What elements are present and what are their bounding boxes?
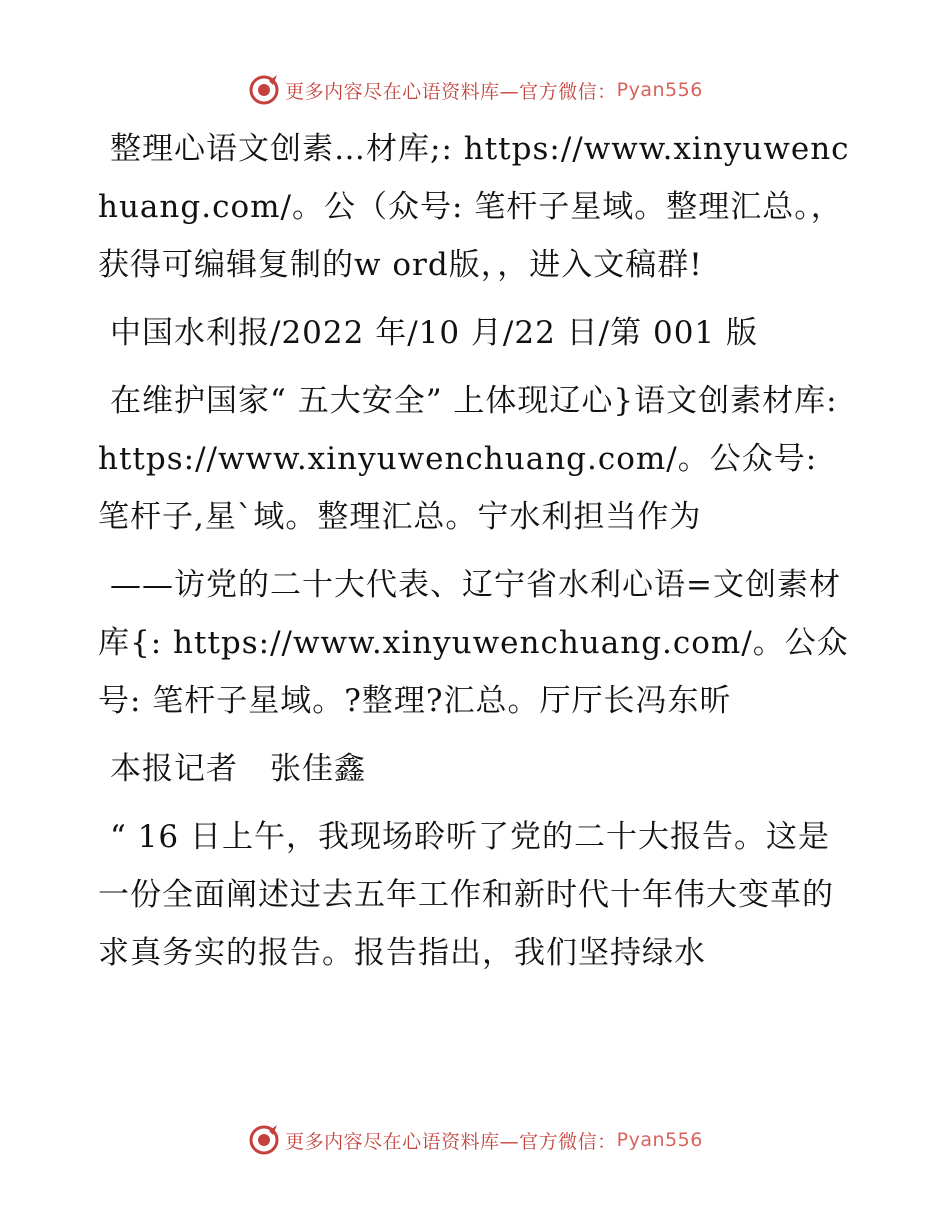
paragraph-source: 中国水利报/2022 年/10 月/22 日/第 001 版 bbox=[110, 315, 759, 351]
pen-logo-icon bbox=[247, 73, 281, 107]
paragraph-body: “ 16 日上午，我现场聆听了党的二十大报告。这是一份全面阐述过去五年工作和新时代十年伟大变革的求真务实的报告。报告指出，我们坚持绿水 bbox=[98, 819, 834, 971]
paragraph-intro: 整理心语文创素…材库;: https://www.xinyuwenchuang.com/。公（众号: 笔杆子星域。整理汇总。，获得可编辑复制的w ord版，，进入文稿群! bbox=[98, 131, 850, 283]
header-watermark bbox=[0, 70, 950, 110]
pen-logo-icon bbox=[247, 1123, 281, 1157]
watermark-handle: Pyan556 bbox=[616, 79, 703, 101]
watermark-text: 更多内容尽在心语资料库—官方微信： bbox=[285, 1130, 617, 1153]
watermark-handle: Pyan556 bbox=[616, 1129, 703, 1151]
watermark-text: 更多内容尽在心语资料库—官方微信： bbox=[285, 80, 617, 103]
paragraph-headline: 在维护国家“ 五大安全” 上体现辽心}语文创素材库: https://www.xinyuwenchuang.com/。公众号: 笔杆子,星`域。整理汇总。宁水利担当作为 bbox=[98, 383, 838, 535]
paragraph-byline: 本报记者 张佳鑫 bbox=[110, 751, 366, 787]
document-body bbox=[98, 120, 858, 992]
footer-watermark bbox=[0, 1120, 950, 1160]
paragraph-subheadline: ——访党的二十大代表、辽宁省水利心语=文创素材库{: https://www.xinyuwenchuang.com/。公众号: 笔杆子星域。?整理?汇总。厅厅长冯东昕 bbox=[98, 567, 849, 719]
